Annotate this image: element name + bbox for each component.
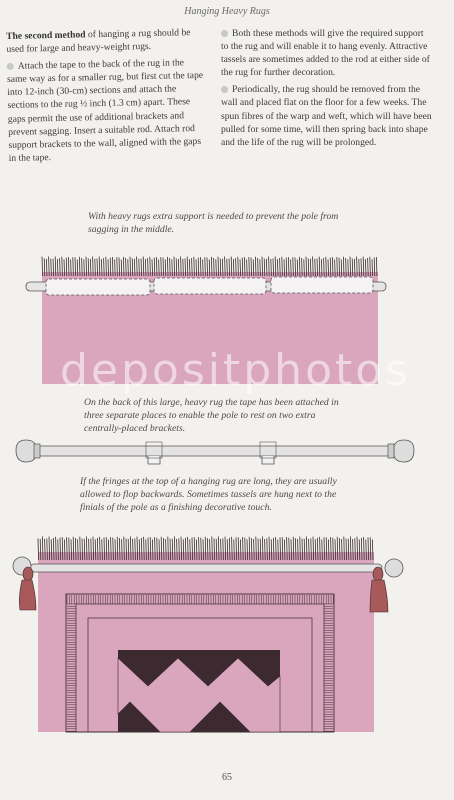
finial-right bbox=[394, 440, 414, 462]
rug-front-illustration bbox=[26, 257, 386, 384]
page-number: 65 bbox=[222, 772, 232, 783]
pole bbox=[30, 564, 382, 572]
finial-right bbox=[385, 559, 403, 577]
rug-tassels-illustration bbox=[13, 537, 403, 733]
maintenance-text: Periodically, the rug should be removed from the wall and placed flat on the floor for a few weeks. The spun fibres of the warp and weft, which will have been pulled for some time, will then spring back into shape and the life of the rug will be prolonged. bbox=[221, 84, 432, 148]
bracket-2 bbox=[262, 456, 274, 464]
tape-section-1 bbox=[46, 279, 150, 295]
pole-brackets-illustration bbox=[16, 440, 414, 464]
caption-heavy-rug-support: With heavy rugs extra support is needed to prevent the pole from sagging in the middle. bbox=[88, 211, 339, 235]
instructions-text: Attach the tape to the back of the rug in the same way as for a smaller rug, but first cut the tape into 12-inch (30-cm) sections and attach the sections to the rug ½ inch (1.3 cm) apart. These gaps permit the use of additional brackets and prevent sagging. Insert a suitable rod. Attach rod support brackets to the wall, aligned with the gaps in the tape. bbox=[6, 57, 204, 164]
bracket-1 bbox=[148, 456, 160, 464]
caption-fringes-tassels: If the fringes at the top of a hanging rug are long, they are usually allowed to flop backwards. Sometimes tassels are hung next to the finials of the pole as a finishing decorative touch. bbox=[80, 476, 337, 513]
pole bbox=[30, 446, 398, 456]
intro-text: of hanging a rug should be used for large and heavy-weight rugs. bbox=[6, 27, 191, 56]
watermark: depositphotos bbox=[60, 345, 412, 396]
tape-section-3 bbox=[271, 277, 373, 293]
caption-back-of-rug: On the back of this large, heavy rug the tape has been attached in three separate places to enable the pole to rest on two extra centrally-placed brackets. bbox=[84, 397, 339, 434]
support-text: Both these methods will give the required support to the rug and will enable it to hang evenly. Attractive tassels are sometimes added to the rod at either side of the rug for further decoration. bbox=[221, 28, 430, 79]
lead-phrase: The second method bbox=[6, 29, 86, 42]
running-head: Hanging Heavy Rugs bbox=[184, 6, 270, 17]
tape-section-2 bbox=[154, 278, 266, 294]
finial-left bbox=[16, 440, 36, 462]
